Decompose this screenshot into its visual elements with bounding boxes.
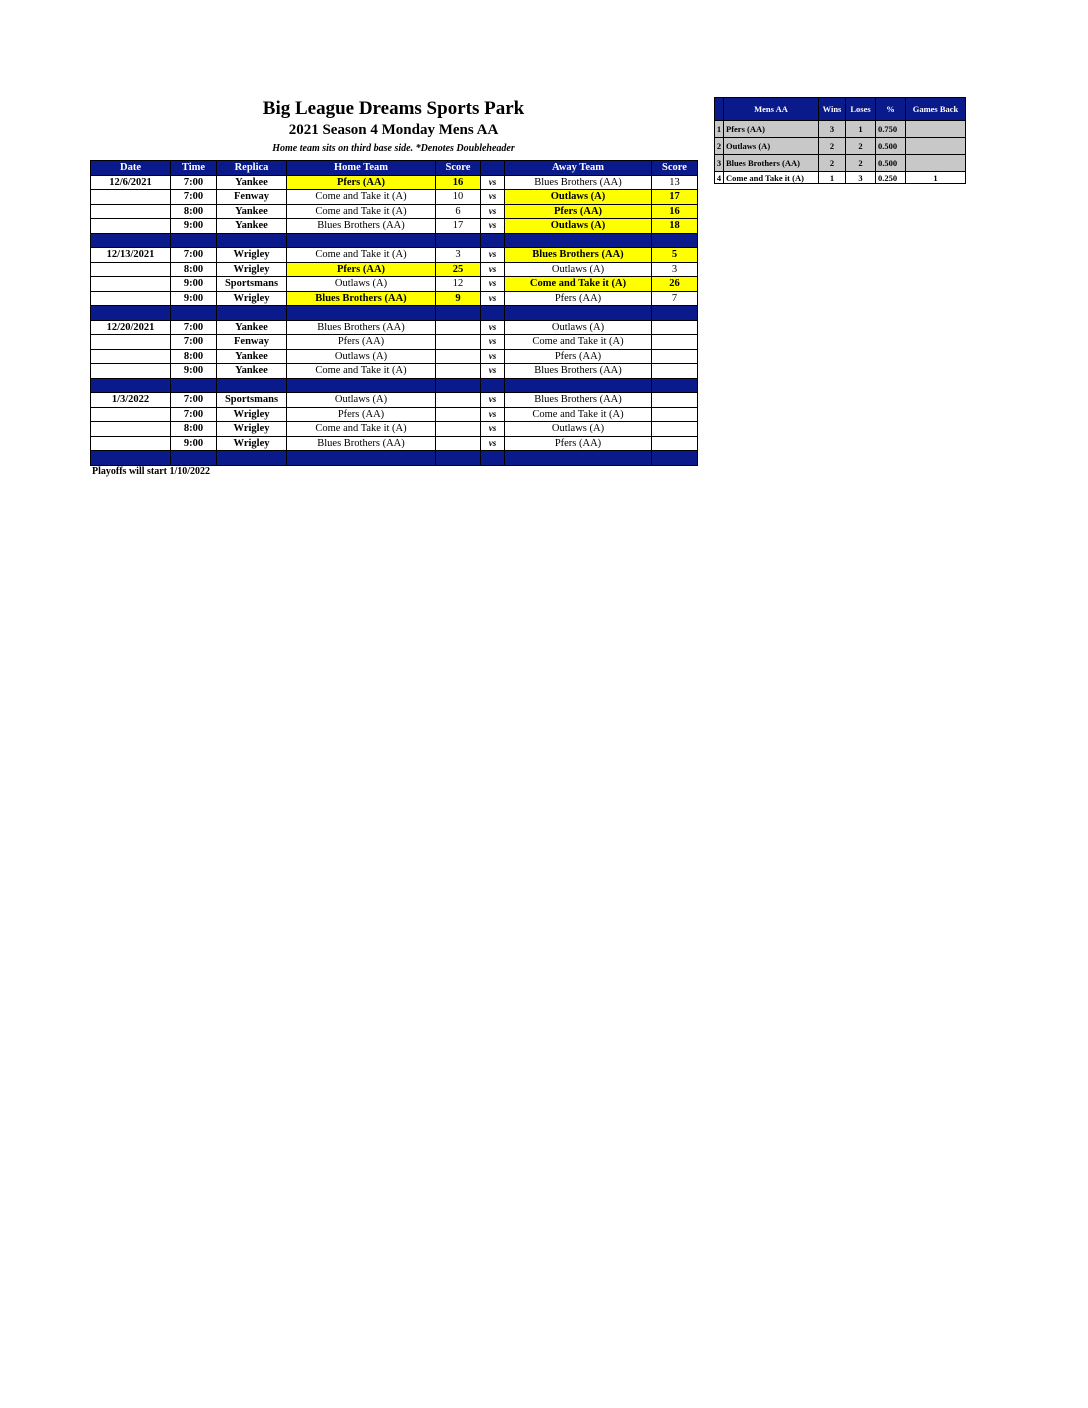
cell-vs: vs bbox=[481, 277, 505, 292]
cell-date bbox=[91, 436, 171, 451]
cell-time: 7:00 bbox=[171, 248, 217, 263]
table-row bbox=[91, 248, 698, 263]
cell-away-score bbox=[652, 364, 698, 379]
cell-vs: vs bbox=[481, 407, 505, 422]
cell-replica: Wrigley bbox=[217, 262, 287, 277]
cell-home-score: 16 bbox=[436, 175, 481, 190]
cell-date bbox=[91, 277, 171, 292]
standings-row bbox=[715, 155, 966, 172]
cell-replica: Fenway bbox=[217, 190, 287, 205]
standings-pct: 0.500 bbox=[876, 155, 906, 172]
separator-cell bbox=[91, 451, 171, 466]
standings-header-games-back: Games Back bbox=[906, 98, 966, 121]
cell-home-team: Outlaws (A) bbox=[287, 393, 436, 408]
separator-cell bbox=[217, 378, 287, 393]
cell-away-team: Come and Take it (A) bbox=[505, 335, 652, 350]
cell-away-score bbox=[652, 407, 698, 422]
table-row bbox=[91, 393, 698, 408]
standings-pct: 0.250 bbox=[876, 172, 906, 184]
cell-away-score bbox=[652, 436, 698, 451]
col-header-home-team: Home Team bbox=[287, 161, 436, 176]
standings-games-back bbox=[906, 138, 966, 155]
col-header-home-score: Score bbox=[436, 161, 481, 176]
cell-away-score: 16 bbox=[652, 204, 698, 219]
cell-away-score: 17 bbox=[652, 190, 698, 205]
cell-date: 12/13/2021 bbox=[91, 248, 171, 263]
cell-home-team: Come and Take it (A) bbox=[287, 248, 436, 263]
separator-cell bbox=[436, 451, 481, 466]
table-row bbox=[91, 407, 698, 422]
separator-cell bbox=[436, 306, 481, 321]
separator-cell bbox=[652, 451, 698, 466]
cell-replica: Wrigley bbox=[217, 436, 287, 451]
cell-date bbox=[91, 407, 171, 422]
cell-vs: vs bbox=[481, 436, 505, 451]
cell-replica: Yankee bbox=[217, 364, 287, 379]
table-row bbox=[91, 190, 698, 205]
table-row bbox=[91, 335, 698, 350]
cell-home-team: Pfers (AA) bbox=[287, 335, 436, 350]
cell-replica: Sportsmans bbox=[217, 393, 287, 408]
separator-cell bbox=[481, 306, 505, 321]
separator-cell bbox=[481, 451, 505, 466]
table-row bbox=[91, 436, 698, 451]
standings-team: Outlaws (A) bbox=[724, 138, 819, 155]
col-header-away-score: Score bbox=[652, 161, 698, 176]
cell-home-score bbox=[436, 364, 481, 379]
separator-cell bbox=[287, 451, 436, 466]
cell-away-score bbox=[652, 320, 698, 335]
separator-cell bbox=[217, 233, 287, 248]
separator-cell bbox=[91, 233, 171, 248]
cell-away-score bbox=[652, 349, 698, 364]
cell-home-team: Blues Brothers (AA) bbox=[287, 219, 436, 234]
cell-home-team: Blues Brothers (AA) bbox=[287, 436, 436, 451]
separator-cell bbox=[91, 378, 171, 393]
table-row bbox=[91, 349, 698, 364]
page-subtitle: 2021 Season 4 Monday Mens AA bbox=[288, 122, 499, 138]
separator-cell bbox=[505, 233, 652, 248]
cell-home-score bbox=[436, 422, 481, 437]
table-row bbox=[91, 204, 698, 219]
cell-replica: Wrigley bbox=[217, 422, 287, 437]
week-separator bbox=[91, 451, 698, 466]
cell-replica: Wrigley bbox=[217, 407, 287, 422]
cell-time: 7:00 bbox=[171, 320, 217, 335]
standings-team: Pfers (AA) bbox=[724, 121, 819, 138]
cell-away-score: 7 bbox=[652, 291, 698, 306]
cell-date bbox=[91, 422, 171, 437]
cell-away-team: Pfers (AA) bbox=[505, 291, 652, 306]
separator-cell bbox=[505, 306, 652, 321]
separator-cell bbox=[287, 378, 436, 393]
separator-cell bbox=[217, 451, 287, 466]
standings-losses: 2 bbox=[846, 155, 876, 172]
cell-date bbox=[91, 335, 171, 350]
cell-home-team: Come and Take it (A) bbox=[287, 364, 436, 379]
cell-home-score bbox=[436, 436, 481, 451]
separator-cell bbox=[505, 378, 652, 393]
cell-away-score: 18 bbox=[652, 219, 698, 234]
cell-vs: vs bbox=[481, 262, 505, 277]
standings-losses: 3 bbox=[846, 172, 876, 184]
cell-date bbox=[91, 219, 171, 234]
cell-vs: vs bbox=[481, 349, 505, 364]
cell-vs: vs bbox=[481, 204, 505, 219]
separator-cell bbox=[481, 233, 505, 248]
cell-away-team: Pfers (AA) bbox=[505, 349, 652, 364]
cell-time: 8:00 bbox=[171, 204, 217, 219]
cell-vs: vs bbox=[481, 291, 505, 306]
cell-home-score: 12 bbox=[436, 277, 481, 292]
cell-date bbox=[91, 364, 171, 379]
table-row bbox=[91, 277, 698, 292]
cell-away-score bbox=[652, 393, 698, 408]
separator-cell bbox=[171, 451, 217, 466]
cell-time: 8:00 bbox=[171, 422, 217, 437]
separator-cell bbox=[217, 306, 287, 321]
cell-replica: Yankee bbox=[217, 219, 287, 234]
cell-home-score: 9 bbox=[436, 291, 481, 306]
separator-cell bbox=[171, 306, 217, 321]
cell-away-team: Pfers (AA) bbox=[505, 436, 652, 451]
cell-home-team: Pfers (AA) bbox=[287, 262, 436, 277]
standings-header-row bbox=[715, 98, 966, 121]
standings-games-back bbox=[906, 121, 966, 138]
cell-home-team: Outlaws (A) bbox=[287, 277, 436, 292]
cell-home-score bbox=[436, 393, 481, 408]
cell-away-score bbox=[652, 422, 698, 437]
schedule-note: Home team sits on third base side. *Denotes Doubleheader bbox=[272, 143, 515, 154]
cell-vs: vs bbox=[481, 248, 505, 263]
separator-cell bbox=[171, 378, 217, 393]
standings-wins: 3 bbox=[819, 121, 846, 138]
table-row bbox=[91, 422, 698, 437]
cell-away-team: Outlaws (A) bbox=[505, 262, 652, 277]
cell-away-score bbox=[652, 335, 698, 350]
cell-replica: Yankee bbox=[217, 204, 287, 219]
cell-home-team: Blues Brothers (AA) bbox=[287, 291, 436, 306]
cell-date: 12/6/2021 bbox=[91, 175, 171, 190]
cell-home-score bbox=[436, 320, 481, 335]
separator-cell bbox=[436, 378, 481, 393]
table-row bbox=[91, 219, 698, 234]
cell-away-team: Blues Brothers (AA) bbox=[505, 248, 652, 263]
standings-games-back: 1 bbox=[906, 172, 966, 184]
cell-home-team: Come and Take it (A) bbox=[287, 204, 436, 219]
separator-cell bbox=[91, 306, 171, 321]
cell-home-team: Pfers (AA) bbox=[287, 175, 436, 190]
standings-losses: 1 bbox=[846, 121, 876, 138]
cell-home-team: Outlaws (A) bbox=[287, 349, 436, 364]
separator-cell bbox=[287, 306, 436, 321]
cell-away-team: Outlaws (A) bbox=[505, 219, 652, 234]
cell-time: 9:00 bbox=[171, 291, 217, 306]
table-row bbox=[91, 364, 698, 379]
standings-rank: 2 bbox=[715, 138, 724, 155]
cell-home-team: Pfers (AA) bbox=[287, 407, 436, 422]
cell-time: 7:00 bbox=[171, 175, 217, 190]
standings-games-back bbox=[906, 155, 966, 172]
cell-home-score: 10 bbox=[436, 190, 481, 205]
cell-vs: vs bbox=[481, 190, 505, 205]
cell-replica: Fenway bbox=[217, 335, 287, 350]
cell-date bbox=[91, 190, 171, 205]
separator-cell bbox=[436, 233, 481, 248]
week-separator bbox=[91, 233, 698, 248]
cell-replica: Sportsmans bbox=[217, 277, 287, 292]
cell-home-score bbox=[436, 349, 481, 364]
cell-home-score: 17 bbox=[436, 219, 481, 234]
standings-rank: 1 bbox=[715, 121, 724, 138]
cell-date bbox=[91, 204, 171, 219]
cell-replica: Yankee bbox=[217, 320, 287, 335]
cell-home-team: Come and Take it (A) bbox=[287, 422, 436, 437]
cell-vs: vs bbox=[481, 364, 505, 379]
cell-home-score bbox=[436, 407, 481, 422]
standings-losses: 2 bbox=[846, 138, 876, 155]
playoffs-note: Playoffs will start 1/10/2022 bbox=[92, 466, 211, 477]
separator-cell bbox=[171, 233, 217, 248]
separator-cell bbox=[652, 233, 698, 248]
standings-wins: 2 bbox=[819, 138, 846, 155]
standings-pct: 0.750 bbox=[876, 121, 906, 138]
cell-away-team: Come and Take it (A) bbox=[505, 407, 652, 422]
separator-cell bbox=[505, 451, 652, 466]
cell-replica: Yankee bbox=[217, 349, 287, 364]
cell-vs: vs bbox=[481, 175, 505, 190]
standings-team: Blues Brothers (AA) bbox=[724, 155, 819, 172]
cell-date bbox=[91, 349, 171, 364]
cell-home-team: Blues Brothers (AA) bbox=[287, 320, 436, 335]
schedule-table bbox=[90, 160, 698, 466]
col-header-time: Time bbox=[171, 161, 217, 176]
standings-row bbox=[715, 138, 966, 155]
cell-away-score: 13 bbox=[652, 175, 698, 190]
standings-header-wins: Wins bbox=[819, 98, 846, 121]
standings-header-team: Mens AA bbox=[724, 98, 819, 121]
cell-away-team: Blues Brothers (AA) bbox=[505, 175, 652, 190]
standings-header-pct: % bbox=[876, 98, 906, 121]
standings-row bbox=[715, 172, 966, 184]
standings-rank: 4 bbox=[715, 172, 724, 184]
cell-time: 9:00 bbox=[171, 436, 217, 451]
cell-home-score: 3 bbox=[436, 248, 481, 263]
standings-header-rank bbox=[715, 98, 724, 121]
cell-away-team: Come and Take it (A) bbox=[505, 277, 652, 292]
cell-home-score: 25 bbox=[436, 262, 481, 277]
cell-away-team: Outlaws (A) bbox=[505, 320, 652, 335]
cell-away-score: 5 bbox=[652, 248, 698, 263]
cell-time: 9:00 bbox=[171, 364, 217, 379]
standings-wins: 2 bbox=[819, 155, 846, 172]
col-header-replica: Replica bbox=[217, 161, 287, 176]
cell-vs: vs bbox=[481, 422, 505, 437]
cell-away-score: 3 bbox=[652, 262, 698, 277]
week-separator bbox=[91, 378, 698, 393]
table-row bbox=[91, 262, 698, 277]
cell-time: 7:00 bbox=[171, 407, 217, 422]
col-header-away-team: Away Team bbox=[505, 161, 652, 176]
cell-away-team: Outlaws (A) bbox=[505, 422, 652, 437]
col-header-date: Date bbox=[91, 161, 171, 176]
separator-cell bbox=[652, 306, 698, 321]
cell-away-team: Outlaws (A) bbox=[505, 190, 652, 205]
standings-team: Come and Take it (A) bbox=[724, 172, 819, 184]
cell-date bbox=[91, 262, 171, 277]
separator-cell bbox=[481, 378, 505, 393]
standings-wins: 1 bbox=[819, 172, 846, 184]
week-separator bbox=[91, 306, 698, 321]
cell-date: 12/20/2021 bbox=[91, 320, 171, 335]
page-title: Big League Dreams Sports Park bbox=[262, 98, 525, 119]
cell-away-team: Pfers (AA) bbox=[505, 204, 652, 219]
cell-date: 1/3/2022 bbox=[91, 393, 171, 408]
table-row bbox=[91, 320, 698, 335]
cell-away-team: Blues Brothers (AA) bbox=[505, 393, 652, 408]
standings-header-losses: Loses bbox=[846, 98, 876, 121]
standings-row bbox=[715, 121, 966, 138]
cell-home-score: 6 bbox=[436, 204, 481, 219]
table-row bbox=[91, 175, 698, 190]
separator-cell bbox=[287, 233, 436, 248]
cell-vs: vs bbox=[481, 335, 505, 350]
col-header-vs bbox=[481, 161, 505, 176]
table-row bbox=[91, 291, 698, 306]
cell-time: 7:00 bbox=[171, 190, 217, 205]
cell-time: 7:00 bbox=[171, 335, 217, 350]
cell-time: 9:00 bbox=[171, 277, 217, 292]
cell-vs: vs bbox=[481, 393, 505, 408]
cell-home-score bbox=[436, 335, 481, 350]
standings-rank: 3 bbox=[715, 155, 724, 172]
cell-time: 7:00 bbox=[171, 393, 217, 408]
separator-cell bbox=[652, 378, 698, 393]
cell-away-score: 26 bbox=[652, 277, 698, 292]
schedule-header-row bbox=[91, 161, 698, 176]
cell-vs: vs bbox=[481, 219, 505, 234]
cell-vs: vs bbox=[481, 320, 505, 335]
cell-home-team: Come and Take it (A) bbox=[287, 190, 436, 205]
cell-time: 9:00 bbox=[171, 219, 217, 234]
cell-away-team: Blues Brothers (AA) bbox=[505, 364, 652, 379]
cell-time: 8:00 bbox=[171, 262, 217, 277]
cell-replica: Wrigley bbox=[217, 248, 287, 263]
standings-table bbox=[714, 97, 966, 184]
cell-replica: Wrigley bbox=[217, 291, 287, 306]
cell-replica: Yankee bbox=[217, 175, 287, 190]
standings-pct: 0.500 bbox=[876, 138, 906, 155]
cell-time: 8:00 bbox=[171, 349, 217, 364]
cell-date bbox=[91, 291, 171, 306]
